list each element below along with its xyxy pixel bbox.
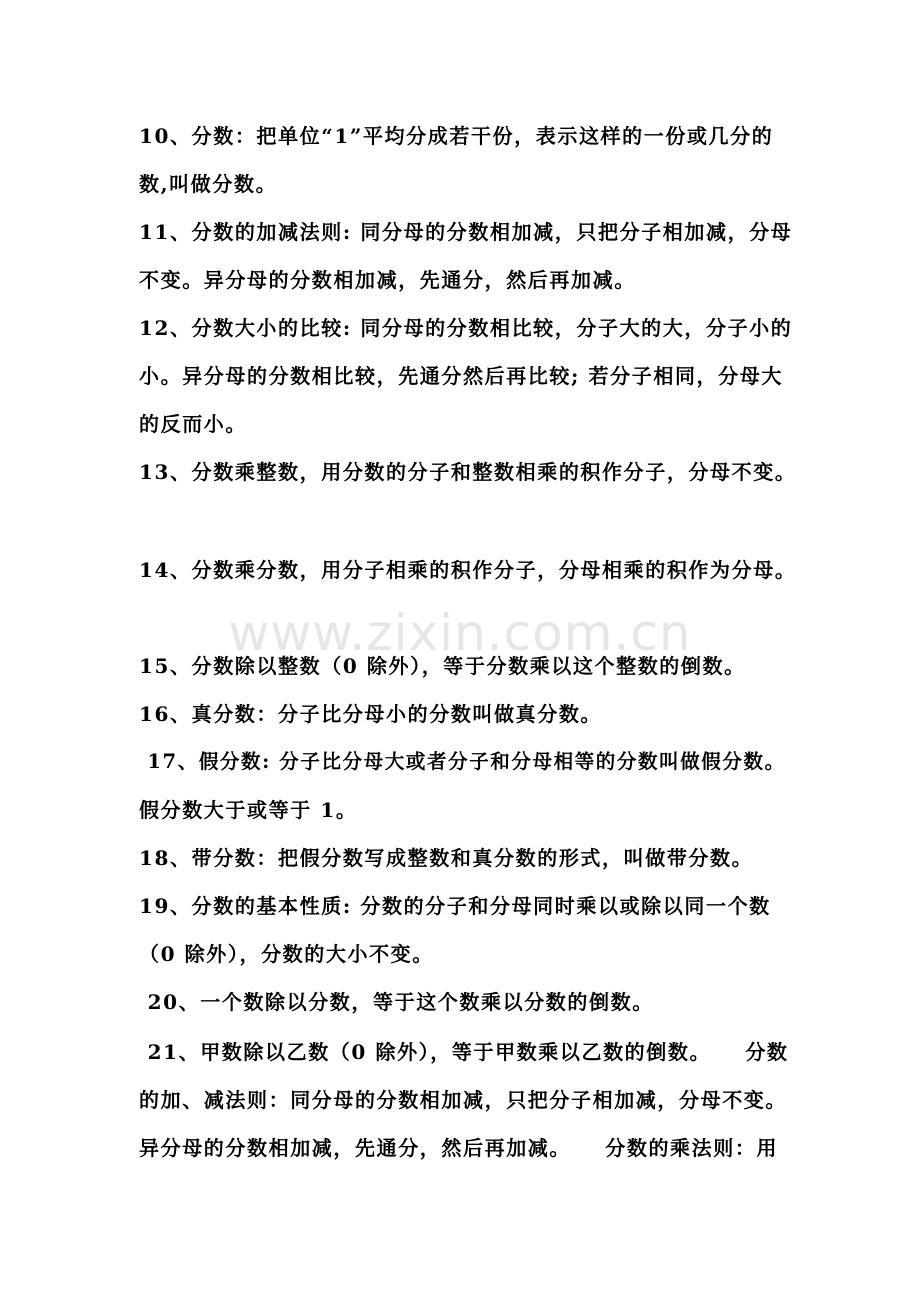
text-line: 14、分数乘分数，用分子相乘的积作分子，分母相乘的积作为分母。 [139,558,797,582]
text-line: 假分数大于或等于 1。 [139,798,358,822]
text-line: 的反而小。 [139,412,247,436]
text-line: 10、分数：把单位“1”平均分成若干份，表示这样的一份或几分的 [139,124,774,148]
text-line: 20、一个数除以分数，等于这个数乘以分数的倒数。 [139,990,654,1014]
text-line: 17、假分数: 分子比分母大或者分子和分母相等的分数叫做假分数。 [139,750,786,773]
text-line: 19、分数的基本性质: 分数的分子和分母同时乘以或除以同一个数 [139,894,771,918]
text-line: 13、分数乘整数，用分数的分子和整数相乘的积作分子，分母不变。 [139,460,797,484]
text-line: 21、甲数除以乙数（0 除外），等于甲数乘以乙数的倒数。 分数 [139,1040,789,1064]
watermark: www.zixin.com.cn [228,604,692,662]
text-line: 不变。异分母的分数相加减，先通分，然后再加减。 [139,268,636,292]
text-line: 的加、减法则：同分母的分数相加减，只把分子相加减，分母不变。 [139,1088,787,1112]
text-line: 异分母的分数相加减，先通分，然后再加减。 分数的乘法则：用 [139,1136,779,1160]
text-line: 18、带分数：把假分数写成整数和真分数的形式，叫做带分数。 [139,846,754,870]
text-line: （0 除外），分数的大小不变。 [139,942,434,966]
text-line: 小。异分母的分数相比较，先通分然后再比较; 若分子相同，分母大 [139,364,783,388]
text-line: 12、分数大小的比较: 同分母的分数相比较，分子大的大，分子小的 [139,316,793,340]
text-line: 16、真分数：分子比分母小的分数叫做真分数。 [139,702,603,726]
text-line: 数,叫做分数。 [139,172,278,196]
text-line: 15、分数除以整数（0 除外），等于分数乘以这个整数的倒数。 [139,654,746,678]
text-line: 11、分数的加减法则: 同分母的分数相加减，只把分子相加减，分母 [139,220,793,244]
